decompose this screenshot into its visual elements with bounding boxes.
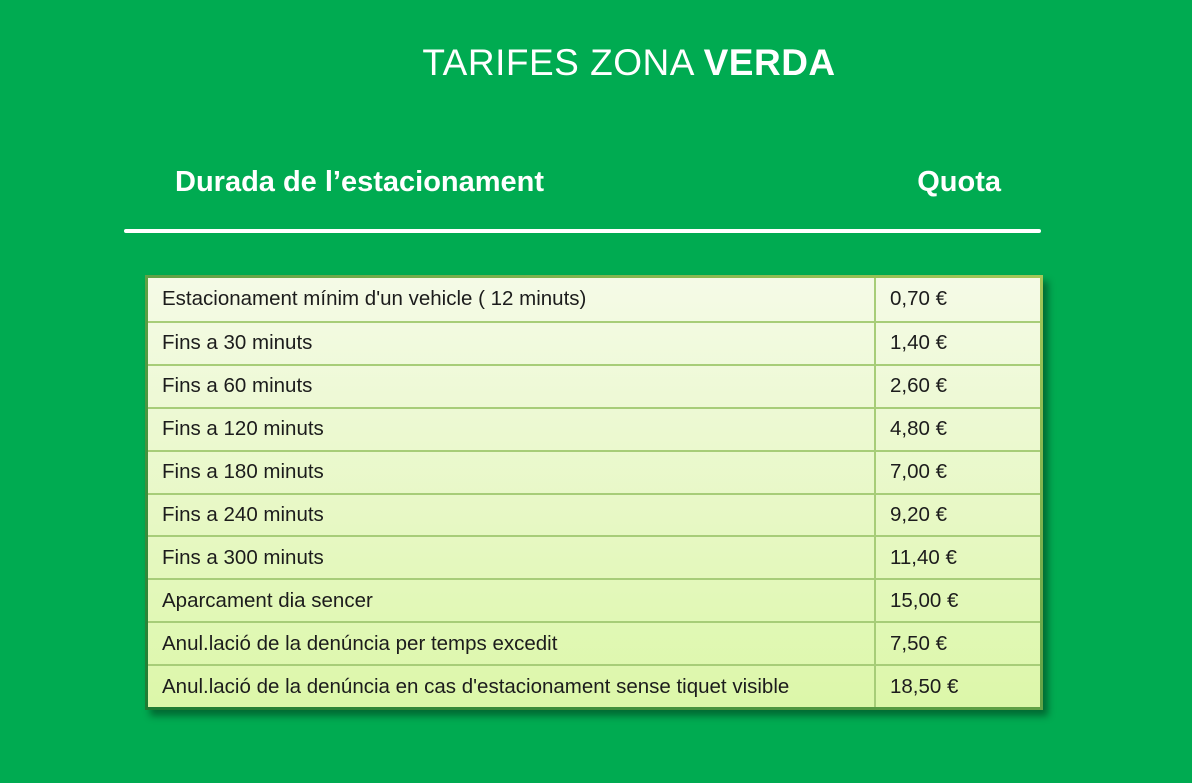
quota-column-header: Quota — [917, 166, 1001, 198]
tariff-label: Fins a 30 minuts — [162, 331, 313, 355]
tariff-label: Fins a 60 minuts — [162, 374, 313, 398]
page-title — [0, 42, 1192, 84]
tariff-price: 7,00 € — [874, 452, 1040, 493]
tariff-price: 11,40 € — [874, 537, 1040, 578]
tariff-label: Fins a 300 minuts — [162, 545, 324, 569]
tariff-price: 9,20 € — [874, 495, 1040, 536]
tariff-label: Fins a 120 minuts — [162, 417, 324, 441]
table-row — [148, 578, 1040, 621]
tariff-price: 18,50 € — [874, 666, 1040, 707]
tariff-price: 15,00 € — [874, 580, 1040, 621]
tariff-label: Fins a 180 minuts — [162, 460, 324, 484]
tariff-price: 0,70 € — [874, 278, 1040, 321]
tariff-price: 2,60 € — [874, 366, 1040, 407]
table-row — [148, 621, 1040, 664]
tariff-price: 1,40 € — [874, 323, 1040, 364]
duration-column-header: Durada de l’estacionament — [175, 166, 545, 198]
tariff-label: Aparcament dia sencer — [162, 588, 373, 612]
table-row — [148, 493, 1040, 536]
tariff-price: 4,80 € — [874, 409, 1040, 450]
table-row — [148, 535, 1040, 578]
header-underline — [124, 229, 1041, 233]
table-row — [148, 450, 1040, 493]
page-title-regular: TARIFES ZONA — [422, 42, 704, 83]
table-row — [148, 407, 1040, 450]
tariff-label: Anul.lació de la denúncia per temps excedit — [162, 631, 558, 655]
tariff-label: Estacionament mínim d'un vehicle ( 12 minuts) — [162, 287, 587, 311]
tariff-label: Anul.lació de la denúncia en cas d'estacionament sense tiquet visible — [162, 674, 790, 698]
page-title-bold: VERDA — [703, 42, 836, 83]
table-row — [148, 664, 1040, 707]
tariff-price: 7,50 € — [874, 623, 1040, 664]
table-row — [148, 364, 1040, 407]
table-row — [148, 278, 1040, 321]
table-row — [148, 321, 1040, 364]
column-headers — [125, 166, 1041, 199]
tariff-label: Fins a 240 minuts — [162, 502, 324, 526]
tariff-table — [145, 275, 1043, 710]
